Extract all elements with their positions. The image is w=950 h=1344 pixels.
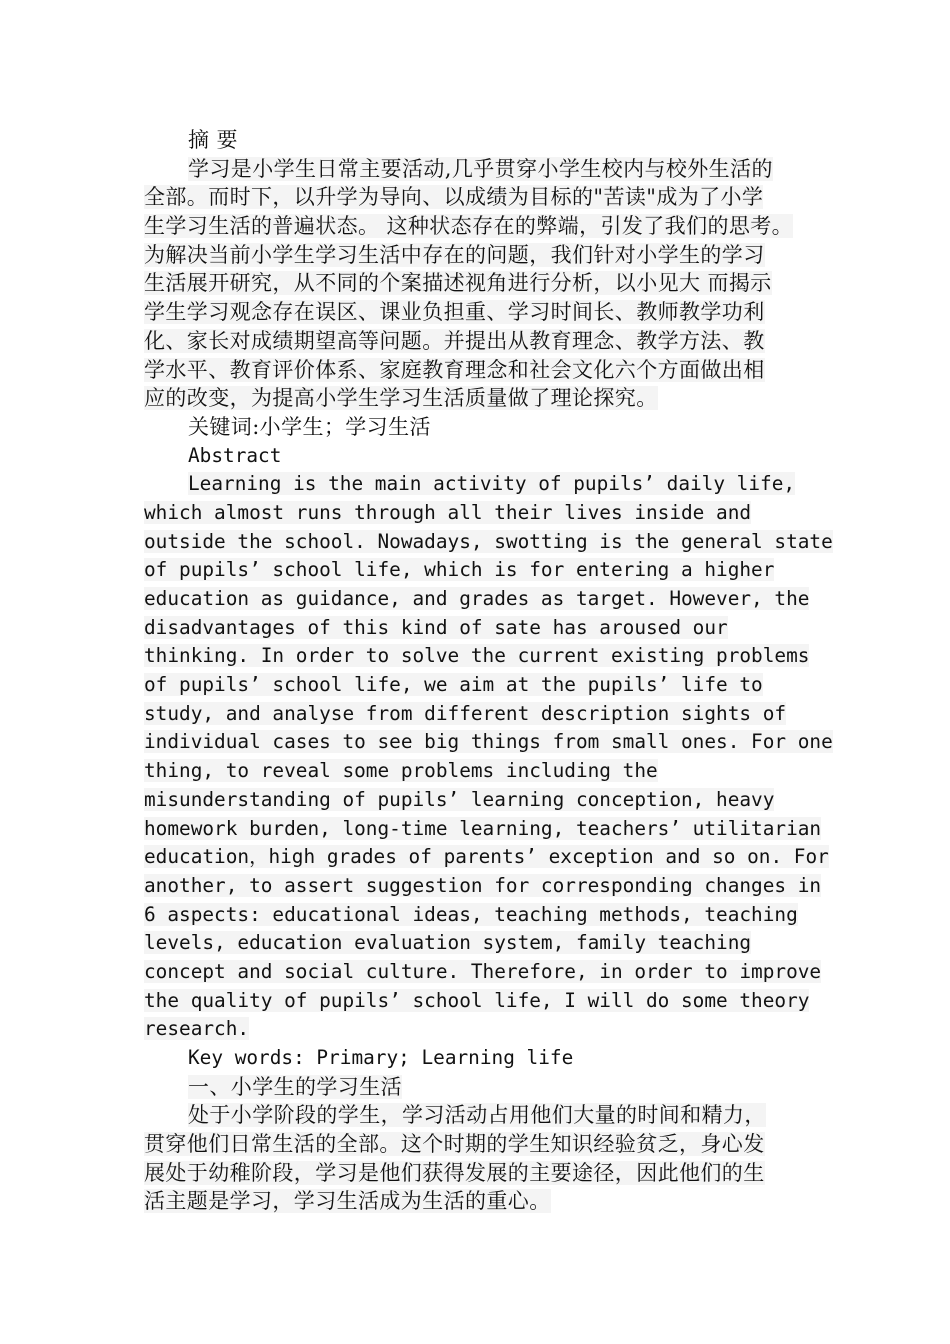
abstract-en-line: thinking. In order to solve the current existing problems	[144, 644, 810, 668]
abstract-en-heading: Abstract	[188, 443, 282, 467]
abstract-en-line: thing, to reveal some problems including the	[144, 759, 658, 783]
section-body-line: 贯穿他们日常生活的全部。这个时期的学生知识经验贫乏，身心发	[144, 1132, 765, 1157]
abstract-en-line: research.	[144, 1017, 250, 1041]
abstract-en-line: disadvantages of this kind of sate has aroused our	[144, 615, 728, 639]
abstract-en-line: concept and social culture. Therefore, in order to improve	[144, 959, 822, 983]
abstract-en-line: education，high grades of parents’ exception and so on. For	[144, 845, 829, 869]
abstract-cn-line: 化、家长对成绩期望高等问题。并提出从教育理念、教学方法、教	[144, 328, 765, 353]
abstract-en-line: of pupils’ school life, which is for entering a higher	[144, 558, 775, 582]
abstract-cn-line: 应的改变，为提高小学生学习生活质量做了理论探究。	[144, 386, 658, 411]
abstract-cn-line: 学水平、教育评价体系、家庭教育理念和社会文化六个方面做出相	[144, 357, 765, 382]
abstract-en-line: homework burden, long-time learning, teachers’ utilitarian	[144, 816, 822, 840]
abstract-en-line: levels, education evaluation system, family teaching	[144, 931, 752, 955]
abstract-en-line: another, to assert suggestion for corresponding changes in	[144, 873, 822, 897]
abstract-cn-line: 生活展开研究，从不同的个案描述视角进行分析，以小见大 而揭示	[144, 271, 772, 296]
section-heading: 一、小学生的学习生活	[188, 1074, 402, 1099]
abstract-en-line: misunderstanding of pupils’ learning conception, heavy	[144, 787, 775, 811]
keywords-cn: 关键词:小学生；学习生活	[188, 414, 431, 439]
abstract-cn-line: 学习是小学生日常主要活动,几乎贯穿小学生校内与校外生活的	[188, 156, 773, 181]
abstract-en-line: 6 aspects: educational ideas, teaching methods, teaching	[144, 902, 798, 926]
abstract-en-line: individual cases to see big things from small ones. For one	[144, 730, 833, 754]
keywords-en: Key words: Primary; Learning life	[188, 1046, 574, 1069]
abstract-en-line: outside the school. Nowadays, swotting is the general state	[144, 529, 833, 553]
abstract-en-line: of pupils’ school life, we aim at the pupils’ life to	[144, 673, 763, 697]
section-body-line: 展处于幼稚阶段，学习是他们获得发展的主要途径，因此他们的生	[144, 1160, 765, 1185]
abstract-cn-line: 为解决当前小学生学习生活中存在的问题，我们针对小学生的学习	[144, 242, 765, 267]
abstract-en-line: education as guidance, and grades as target. However, the	[144, 587, 810, 610]
abstract-cn-line: 学生学习观念存在误区、课业负担重、学习时间长、教师教学功利	[144, 300, 765, 325]
document-page	[144, 126, 834, 1216]
abstract-en-line: study, and analyse from different description sights of	[144, 701, 787, 725]
section-body-line: 处于小学阶段的学生，学习活动占用他们大量的时间和精力，	[188, 1103, 766, 1128]
abstract-cn-heading: 摘 要	[188, 128, 238, 152]
abstract-cn-line: 全部。而时下，以升学为导向、以成绩为目标的"苦读"成为了小学	[144, 185, 764, 210]
abstract-en-line: Learning is the main activity of pupils’ daily life,	[188, 472, 796, 496]
section-body-line: 活主题是学习，学习生活成为生活的重心。	[144, 1189, 551, 1214]
abstract-en-line: which almost runs through all their lives inside and	[144, 500, 752, 524]
abstract-en-line: the quality of pupils’ school life, I will do some theory	[144, 988, 810, 1012]
abstract-cn-line: 生学习生活的普遍状态。 这种状态存在的弊端，引发了我们的思考。	[144, 214, 794, 239]
